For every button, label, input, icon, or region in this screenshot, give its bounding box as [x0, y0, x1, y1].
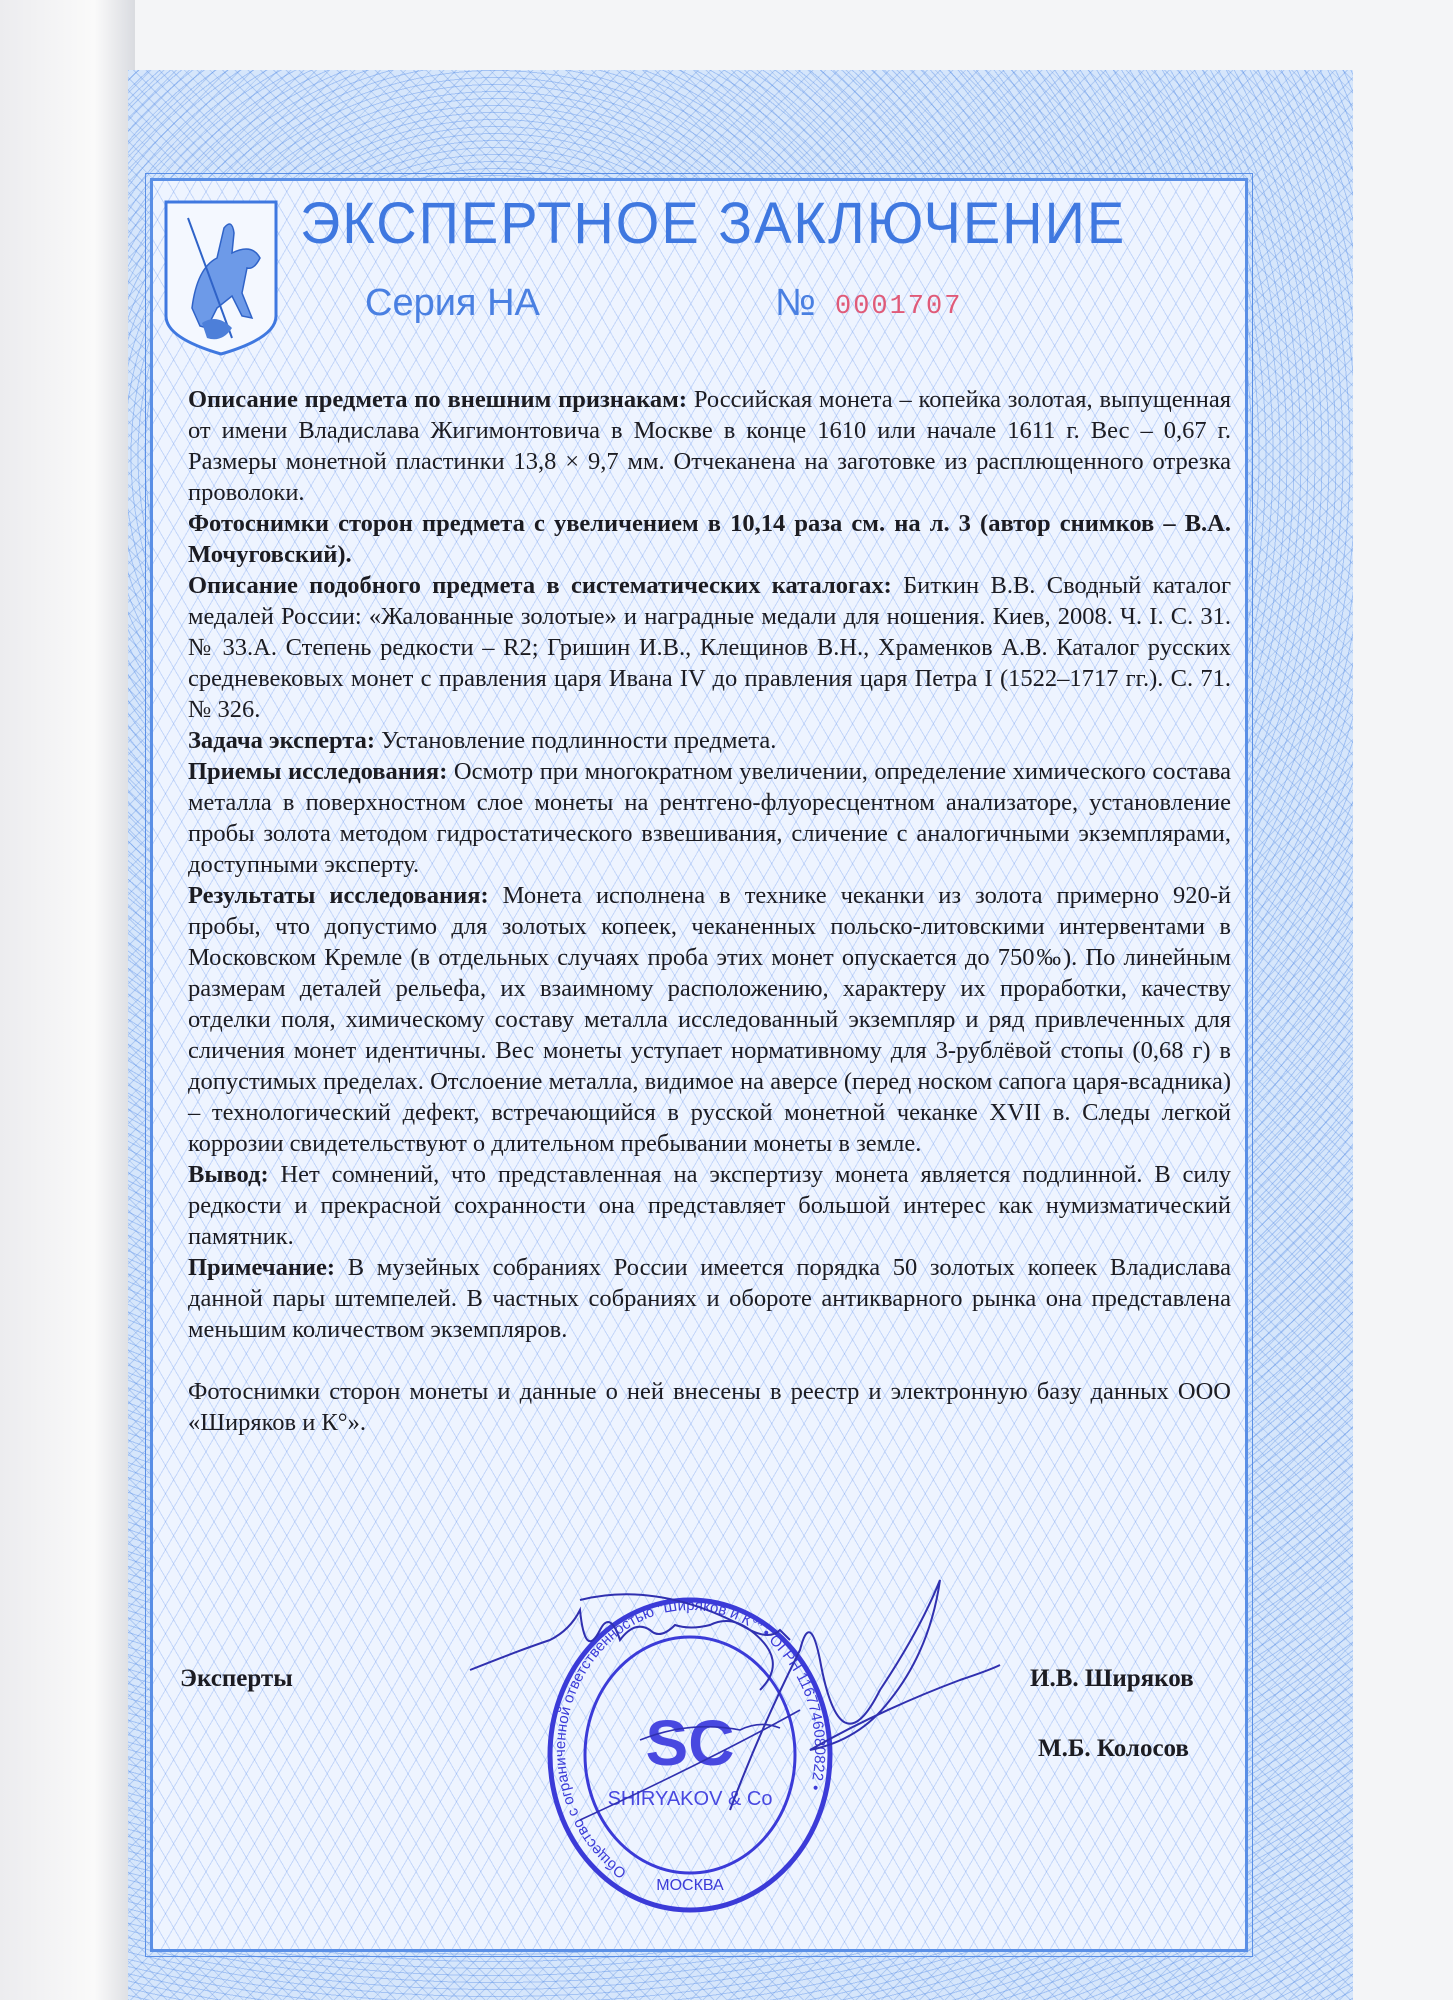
- section-label: Вывод:: [188, 1161, 269, 1188]
- registry-note: Фотоснимки сторон монеты и данные о ней внесены в реестр и электронную базу данных ООО «Ширяков и К°».: [188, 1378, 1231, 1436]
- svg-text:МОСКВА: МОСКВА: [656, 1877, 724, 1894]
- section-results: [188, 880, 1231, 1159]
- series-label: Серия НА: [365, 282, 540, 324]
- section-photos: [188, 508, 1231, 570]
- svg-text:Общество с ограниченной ответс: Общество с ограниченной ответственностью "Ширяков и К°" • ОГРН 1167746080822 •: [552, 1596, 829, 1882]
- section-text: Монета исполнена в технике чеканки из золота примерно 920-й пробы, что допустимо для золотых копеек, чеканенных польско-литовскими интервентами в Московском Кремле (в отдельных случаях проба этих монет опускается до 750‰). По линейным размерам деталей рельефа, их взаимному расположению, характеру их проработки, качеству отделки поля, химическому составу металла исследованный экземпляр и ряд привлеченных для сличения монет идентичны. Вес монеты уступает нормативному для 3-рублёвой стопы (0,68 г) в допустимых пределах. Отслоение металла, видимое на аверсе (перед носком сапога царя-всадника) – технологический дефект, встречающийся в русской монетной чеканке XVII в. Следы легкой коррозии свидетельствуют о длительном пребывании монеты в земле.: [188, 882, 1231, 1157]
- experts-label: Эксперты: [180, 1665, 293, 1692]
- section-label: Фотоснимки сторон предмета с увеличением в 10,14 раза см. на л. 3 (автор снимков – В.А. Мочуговский).: [188, 510, 1231, 568]
- section-label: Описание предмета по внешним признакам:: [188, 386, 688, 413]
- expert-name-2: М.Б. Колосов: [1038, 1735, 1189, 1762]
- section-text: Нет сомнений, что представленная на экспертизу монета является подлинной. В силу редкости и прекрасной сохранности она представляет большой интерес как нумизматический памятник.: [188, 1161, 1231, 1250]
- svg-text:SHIRYAKOV & Co: SHIRYAKOV & Co: [607, 1788, 773, 1810]
- document-title: ЭКСПЕРТНОЕ ЗАКЛЮЧЕНИЕ: [300, 189, 1127, 256]
- section-methods: [188, 756, 1231, 880]
- signatures-icon: [460, 1570, 1020, 1850]
- section-text: Российская монета – копейка золотая, выпущенная от имени Владислава Жигимонтовича в Москве в конце 1610 или начале 1611 г. Вес – 0,67 г. Размеры монетной пластинки 13,8 × 9,7 мм. Отчеканена на заготовке из расплющенного отрезка проволоки.: [188, 386, 1231, 506]
- section-conclusion: [188, 1159, 1231, 1252]
- svg-text:SC: SC: [645, 1707, 735, 1779]
- section-catalogs: [188, 570, 1231, 725]
- section-note: [188, 1252, 1231, 1345]
- moscow-coat-of-arms-icon: [162, 198, 280, 356]
- section-label: Результаты исследования:: [188, 882, 489, 909]
- section-label: Приемы исследования:: [188, 758, 448, 785]
- section-label: Задача эксперта:: [188, 727, 376, 754]
- section-label: Примечание:: [188, 1254, 336, 1281]
- serial-number: 0001707: [835, 292, 963, 322]
- section-description: [188, 384, 1231, 508]
- section-text: Осмотр при многократном увеличении, определение химического состава металла в поверхностном слое монеты на рентгено-флуоресцентном анализаторе, установление пробы золота методом гидростатического взвешивания, сличение с аналогичными экземплярами, доступными эксперту.: [188, 758, 1232, 878]
- section-text: Установление подлинности предмета.: [375, 727, 777, 754]
- section-label: Описание подобного предмета в систематических каталогах:: [188, 572, 892, 599]
- paper-margin: [0, 0, 135, 2000]
- number-sign: №: [775, 282, 816, 324]
- expert-name-1: И.В. Ширяков: [1030, 1665, 1194, 1692]
- section-text: Биткин В.В. Сводный каталог медалей России: «Жалованные золотые» и наградные медали для ношения. Киев, 2008. Ч. I. С. 31. № 33.А. Степень редкости – R2; Гришин И.В., Клещинов В.Н., Храменков А.В. Каталог русских средневековых монет с правления царя Ивана IV до правления царя Петра I (1522–1717 гг.). С. 71. № 326.: [188, 572, 1231, 723]
- section-text: В музейных собраниях России имеется порядка 50 золотых копеек Владислава данной пары штемпелей. В частных собраниях и обороте антикварного рынка она представлена меньшим количеством экземпляров.: [188, 1254, 1231, 1343]
- document-body: [188, 384, 1231, 1438]
- section-task: [188, 725, 1231, 756]
